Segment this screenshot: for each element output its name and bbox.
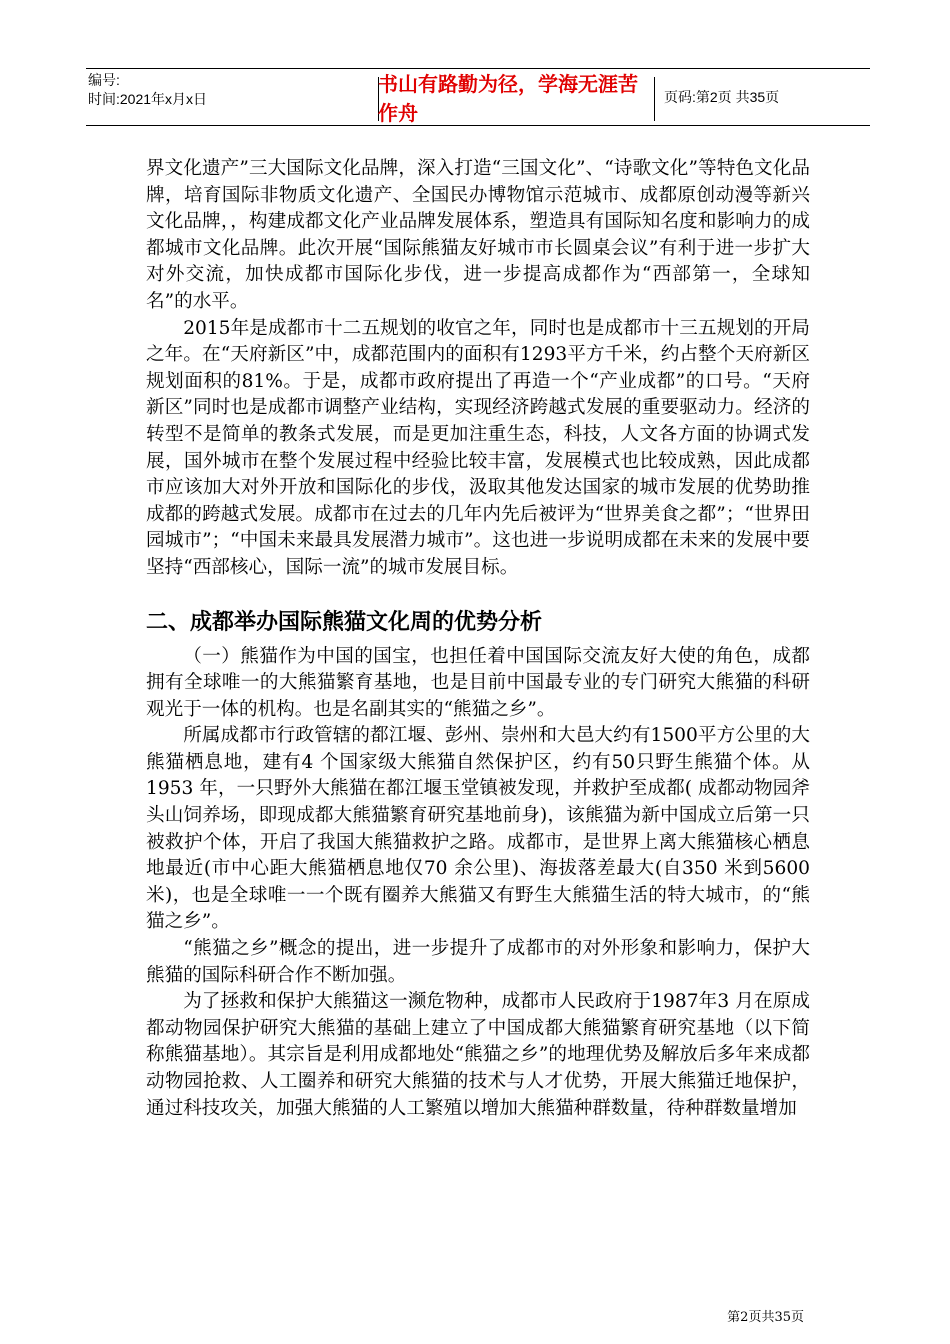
- body-paragraph: 2015年是成都市十二五规划的收官之年，同时也是成都市十三五规划的开局之年。在“天府新区”中，成都范围内的面积有1293平方千米，约占整个天府新区规划面积的81%。于是，成都市政府提出了再造一个“产业成都”的口号。“天府新区”同时也是成都市调整产业结构，实现经济跨越式发展的重要驱动力。经济的转型不是简单的教条式发展，而是更加注重生态，科技，人文各方面的协调式发展，国外城市在整个发展过程中经验比较丰富，发展模式也比较成熟，因此成都市应该加大对外开放和国际化的步伐，汲取其他发达国家的城市发展的优势助推成都的跨越式发展。成都市在过去的几年内先后被评为“世界美食之都”；“世界田园城市”；“中国未来最具发展潜力城市”。这也进一步说明成都在未来的发展中要坚持“西部核心，国际一流”的城市发展目标。: [146, 317, 810, 578]
- section-heading: 二、成都举办国际熊猫文化周的优势分析: [146, 609, 543, 635]
- body-paragraph: “熊猫之乡”概念的提出，进一步提升了成都市的对外形象和影响力，保护大熊猫的国际科研合作不断加强。: [146, 938, 810, 986]
- body-paragraph: 所属成都市行政管辖的都江堰、彭州、崇州和大邑大约有1500平方公里的大熊猫栖息地，建有4 个国家级大熊猫自然保护区，约有50只野生熊猫个体。从1953 年，一只野外大熊猫在都江堰玉堂镇被发现，并救护至成都( 成都动物园斧头山饲养场，即现成都大熊猫繁育研究基地前身)，该熊猫为新中国成立后第一只被救护个体，开启了我国大熊猫救护之路。成都市，是世界上离大熊猫核心栖息地最近(市中心距大熊猫栖息地仅70 余公里)、海拔落差最大(自350 米到5600 米)，也是全球唯一一个既有圈养大熊猫又有野生大熊猫生活的特大城市，的“熊猫之乡”。: [146, 725, 810, 933]
- header-time-label: 时间:2021年x月x日: [88, 91, 208, 107]
- body-paragraph: （一）熊猫作为中国的国宝，也担任着中国国际交流友好大使的角色，成都拥有全球唯一的大熊猫繁育基地，也是目前中国最专业的专门研究大熊猫的科研观光于一体的机构。也是名副其实的“熊猫之乡”。: [146, 645, 810, 720]
- header-page-info: 页码:第2页 共35页: [664, 89, 780, 105]
- document-body: [146, 156, 810, 1122]
- header-motto: 书山有路勤为径，学海无涯苦作舟: [378, 72, 638, 125]
- page-header: [86, 68, 870, 126]
- body-paragraph: 为了拯救和保护大熊猫这一濒危物种，成都市人民政府于1987年3 月在原成都动物园保护研究大熊猫的基础上建立了中国成都大熊猫繁育研究基地（以下简称熊猫基地）。其宗旨是利用成都地处“熊猫之乡”的地理优势及解放后多年来成都动物园抢救、人工圈养和研究大熊猫的技术与人才优势，开展大熊猫迁地保护，通过科技攻关，加强大熊猫的人工繁殖以增加大熊猫种群数量，待种群数量增加: [146, 991, 810, 1119]
- body-paragraph: 界文化遗产”三大国际文化品牌，深入打造“三国文化”、“诗歌文化”等特色文化品牌，培育国际非物质文化遗产、全国民办博物馆示范城市、成都原创动漫等新兴文化品牌，，构建成都文化产业品牌发展体系，塑造具有国际知名度和影响力的成都城市文化品牌。此次开展“国际熊猫友好城市市长圆桌会议”有利于进一步扩大对外交流，加快成都市国际化步伐，进一步提高成都作为“西部第一，全球知名”的水平。: [146, 158, 810, 312]
- header-divider: [654, 77, 655, 121]
- header-code-label: 编号:: [88, 72, 120, 88]
- page-footer: 第2页共35页: [727, 1310, 804, 1325]
- header-meta: [88, 71, 288, 125]
